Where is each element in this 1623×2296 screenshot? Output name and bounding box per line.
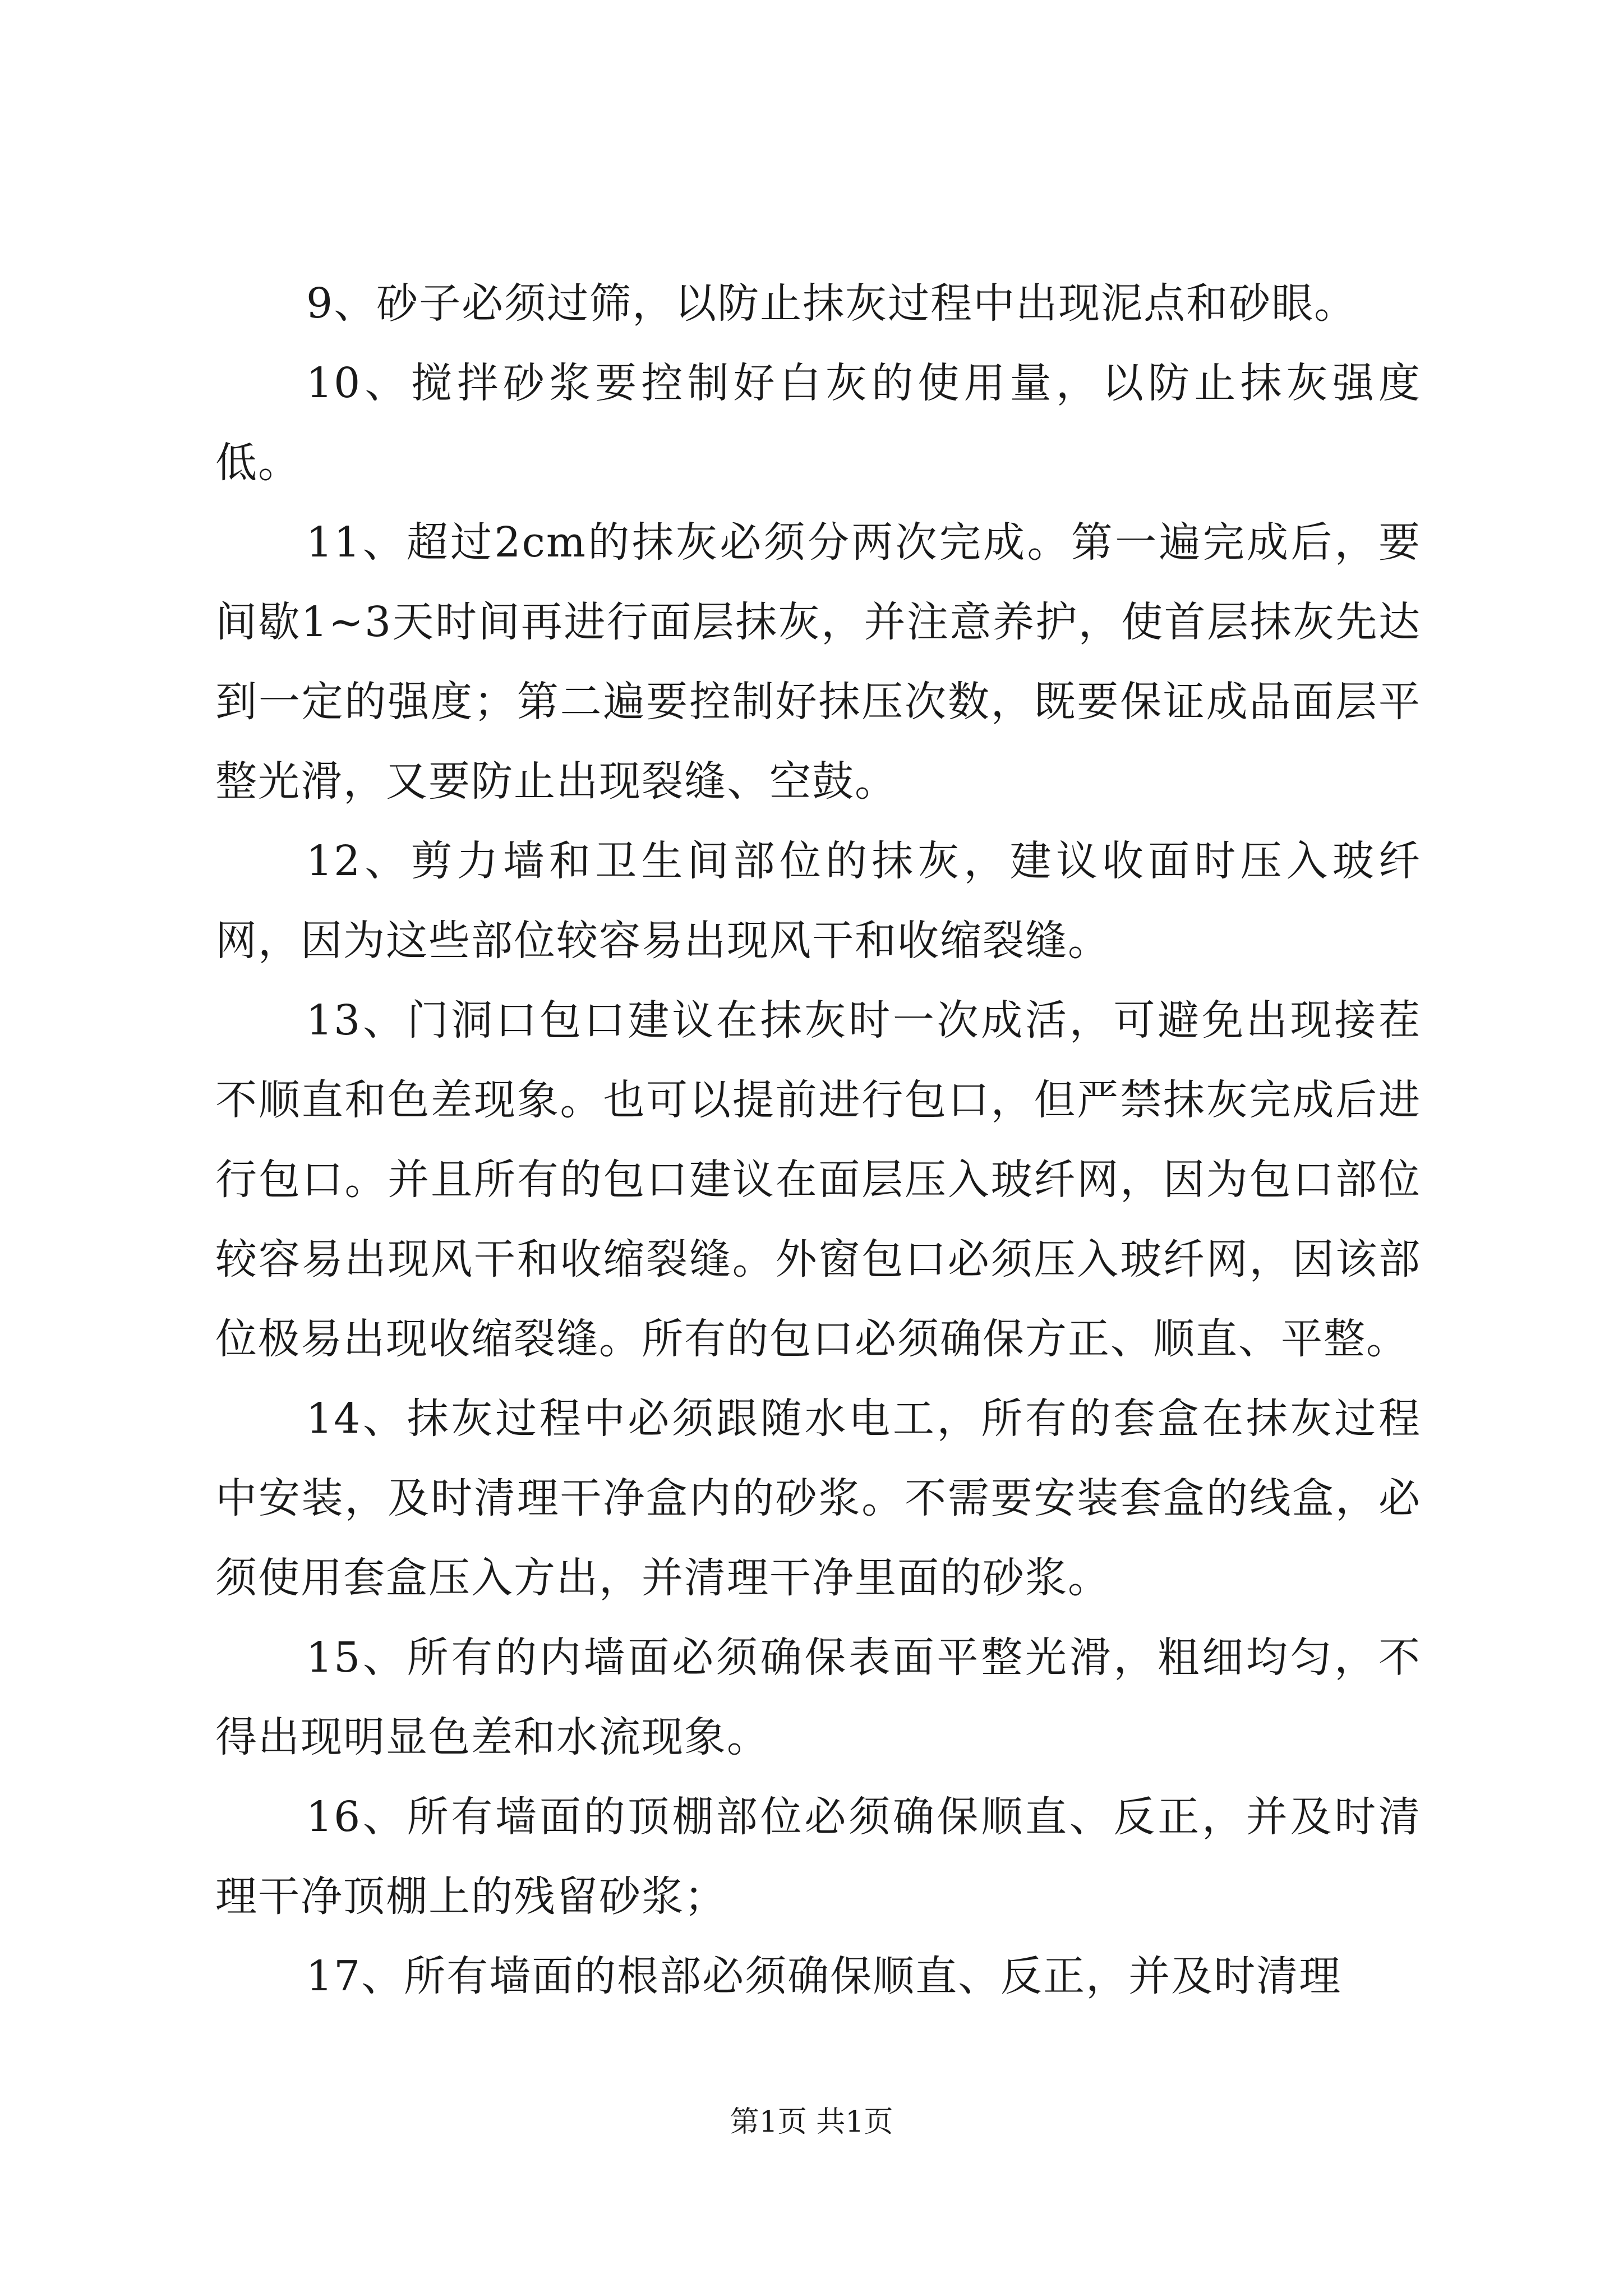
document-body <box>215 264 1421 2016</box>
paragraph-15: 15、所有的内墙面必须确保表面平整光滑，粗细均匀，不得出现明显色差和水流现象。 <box>215 1634 1421 1761</box>
paragraph-14: 14、抹灰过程中必须跟随水电工，所有的套盒在抹灰过程中安装，及时清理干净盒内的砂浆。不需要安装套盒的线盒，必须使用套盒压入方出，并清理干净里面的砂浆。 <box>215 1395 1421 1602</box>
paragraph-12: 12、剪力墙和卫生间部位的抹灰，建议收面时压入玻纤网，因为这些部位较容易出现风干和收缩裂缝。 <box>215 837 1421 965</box>
paragraph-17: 17、所有墙面的根部必须确保顺直、反正，并及时清理 <box>306 1952 1342 2000</box>
page-footer: 第1页 共1页 <box>730 2105 893 2139</box>
paragraph-11: 11、超过2cm的抹灰必须分两次完成。第一遍完成后，要间歇1~3天时间再进行面层抹灰，并注意养护，使首层抹灰先达到一定的强度；第二遍要控制好抹压次数，既要保证成品面层平整光滑，又要防止出现裂缝、空鼓。 <box>215 518 1421 806</box>
paragraph-13: 13、门洞口包口建议在抹灰时一次成活，可避免出现接茬不顺直和色差现象。也可以提前进行包口，但严禁抹灰完成后进行包口。并且所有的包口建议在面层压入玻纤网，因为包口部位较容易出现风干和收缩裂缝。外窗包口必须压入玻纤网，因该部位极易出现收缩裂缝。所有的包口必须确保方正、顺直、平整。 <box>215 996 1421 1363</box>
paragraph-10: 10、搅拌砂浆要控制好白灰的使用量，以防止抹灰强度低。 <box>215 359 1421 487</box>
paragraph-16: 16、所有墙面的顶棚部位必须确保顺直、反正，并及时清理干净顶棚上的残留砂浆； <box>215 1793 1421 1921</box>
paragraph-9: 9、砂子必须过筛，以防止抹灰过程中出现泥点和砂眼。 <box>306 279 1357 328</box>
